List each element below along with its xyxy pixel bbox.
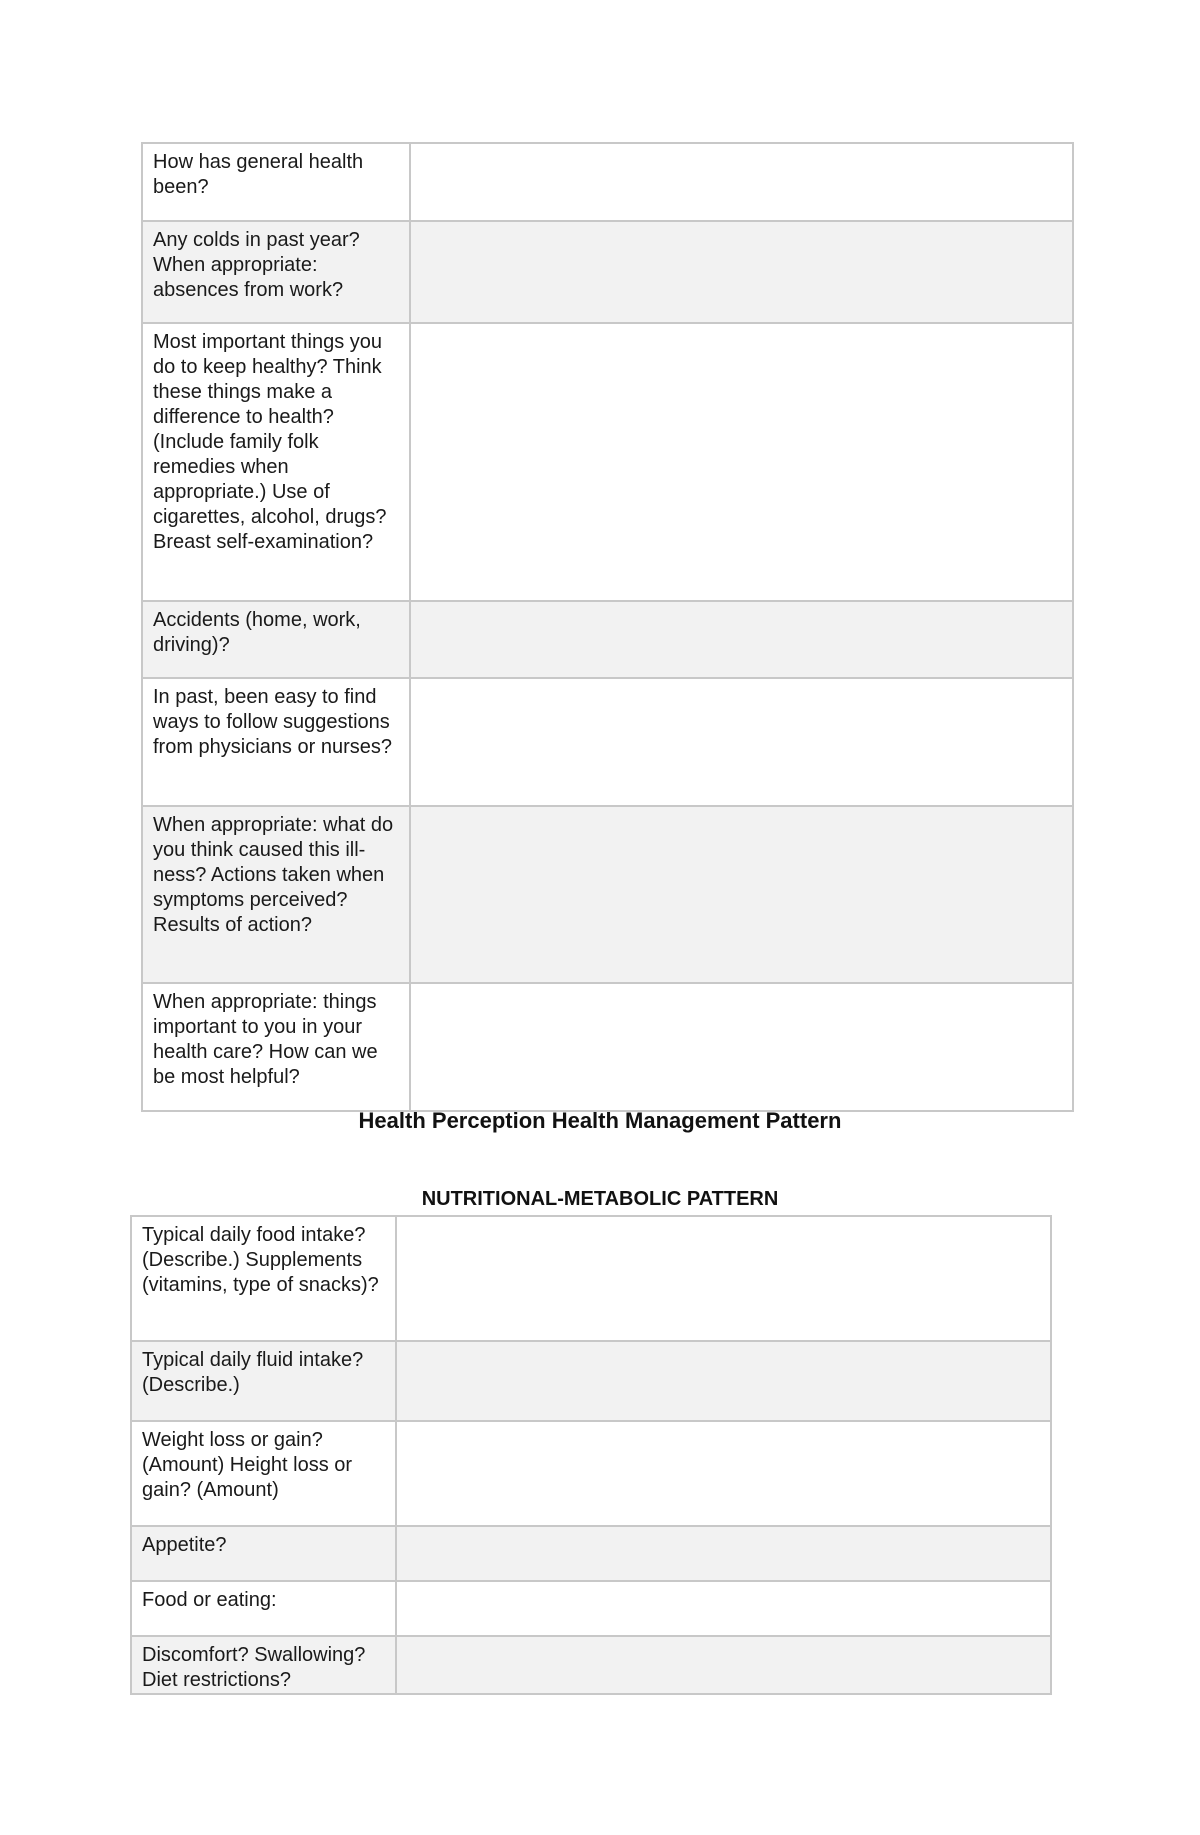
nutritional-metabolic-table [130,1215,1052,1695]
table-row [142,143,1073,221]
question-cell: Most important things you do to keep healthy? Think these things make a difference to health? (Include family folk remedies when appropriate.) Use of cigarettes, alcohol, drugs? Breast self-examination? [142,323,410,601]
question-cell: Appetite? [131,1526,396,1581]
question-cell: In past, been easy to find ways to follow suggestions from physicians or nurses? [142,678,410,806]
question-cell: Typical daily food intake? (Describe.) Supplements (vitamins, type of snacks)? [131,1216,396,1341]
question-cell: Weight loss or gain? (Amount) Height loss or gain? (Amount) [131,1421,396,1526]
answer-cell[interactable] [396,1636,1051,1694]
question-cell: Any colds in past year? When appropriate: absences from work? [142,221,410,323]
table-row [142,983,1073,1111]
answer-cell[interactable] [410,601,1073,678]
health-perception-caption: Health Perception Health Management Pattern [358,1108,842,1133]
table-row [131,1526,1051,1581]
question-cell: Food or eating: [131,1581,396,1636]
question-cell: How has general health been? [142,143,410,221]
table-row [142,678,1073,806]
table-row [142,601,1073,678]
answer-cell[interactable] [410,983,1073,1111]
answer-cell[interactable] [396,1216,1051,1341]
question-cell: Accidents (home, work, driving)? [142,601,410,678]
table-row [131,1216,1051,1341]
table-row [131,1341,1051,1421]
table-row [131,1421,1051,1526]
table-row [142,221,1073,323]
table-row [131,1636,1051,1694]
question-cell: When appropriate: things important to you in your health care? How can we be most helpful? [142,983,410,1111]
question-cell: Typical daily fluid intake? (Describe.) [131,1341,396,1421]
answer-cell[interactable] [410,806,1073,983]
answer-cell[interactable] [396,1421,1051,1526]
question-cell: When appropriate: what do you think caused this ill- ness? Actions taken when symptoms perceived? Results of action? [142,806,410,983]
answer-cell[interactable] [396,1526,1051,1581]
answer-cell[interactable] [410,221,1073,323]
question-cell: Discomfort? Swallowing? Diet restrictions? [131,1636,396,1694]
answer-cell[interactable] [396,1581,1051,1636]
answer-cell[interactable] [410,143,1073,221]
answer-cell[interactable] [410,678,1073,806]
table-row [131,1581,1051,1636]
nutritional-metabolic-heading: NUTRITIONAL-METABOLIC PATTERN [421,1188,779,1210]
answer-cell[interactable] [410,323,1073,601]
table-row [142,806,1073,983]
health-perception-table [141,142,1074,1112]
answer-cell[interactable] [396,1341,1051,1421]
table-row [142,323,1073,601]
